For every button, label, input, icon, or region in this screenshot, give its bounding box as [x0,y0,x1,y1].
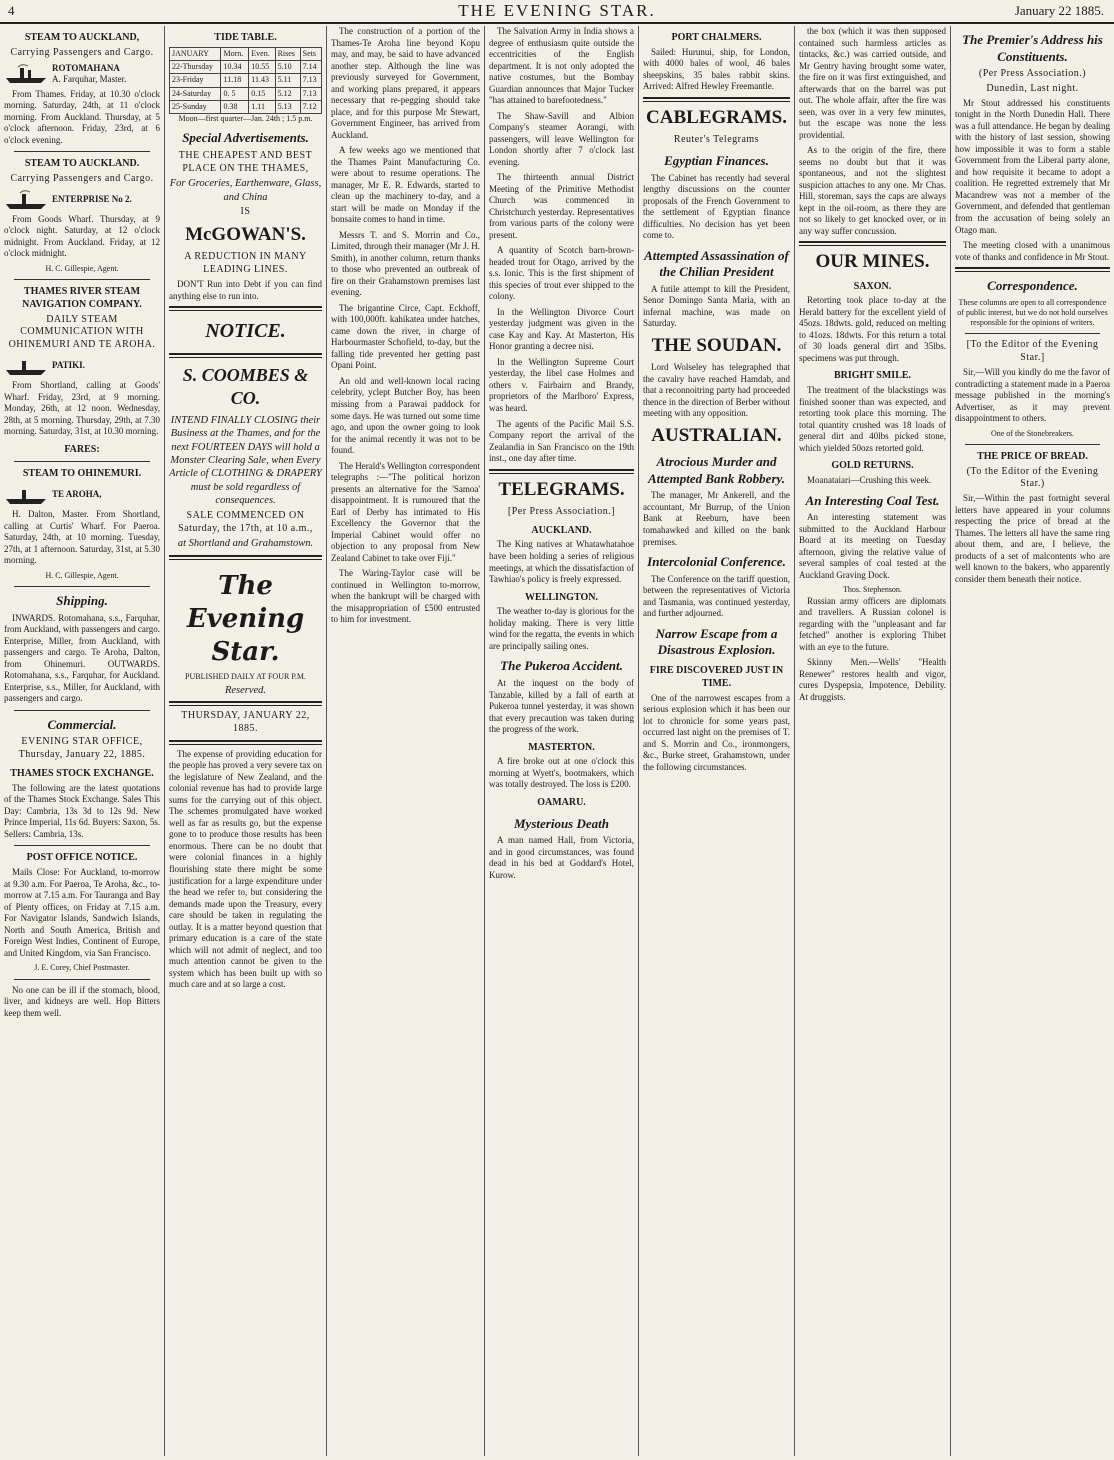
tide-col-header: JANUARY [170,47,221,60]
news-paragraph: The agents of the Pacific Mail S.S. Company report the arrival of the Zealandia in San Francisco on the 19th inst., one day after time. [489,418,634,464]
news-paragraph: The manager, Mr Ankerell, and the accountant, Mr Burrup, of the Union Bank at Reeburn, have been tomahawked and killed on the bank premises. [643,490,790,547]
table-row [170,61,322,74]
pukeroa-heading: The Pukeroa Accident. [500,658,623,674]
closing-sale-text: INTEND FINALLY CLOSING their Business at the Thames, and for the next FOURTEEN DAYS will hold a Monster Clearing Sale, when Every Article of CLOTHING & DRAPERY must be sold regardless of consequences. [169,414,322,507]
divider [169,306,322,311]
news-paragraph: In the Wellington Divorce Court yesterday judgment was given in the case Kay and Kay. At Masterton, His Honor granting a decree nisi. [489,306,634,352]
tide-cell: 7.13 [300,74,321,87]
tide-cell: 10.34 [221,61,249,74]
mysterious-death-heading: Mysterious Death [514,815,609,831]
news-paragraph: Moanataiari—Crushing this week. [807,475,932,486]
gold-returns-heading: GOLD RETURNS. [831,460,914,472]
cheapest-place: THE CHEAPEST AND BEST PLACE ON THE THAMES, [178,149,313,174]
post-office-heading: POST OFFICE NOTICE. [26,852,138,864]
mcgowans-name: McGOWAN'S. [185,224,306,246]
tide-table [169,47,322,114]
steamship-icon [4,484,48,506]
auckland-heading: AUCKLAND. [531,524,592,536]
ad-steam-auckland-2-heading: STEAM TO AUCKLAND. [24,158,140,170]
dunedin-dateline: Dunedin, Last night. [986,83,1079,95]
correspondence-heading: Correspondence. [987,278,1078,294]
news-paragraph: At the inquest on the body of Tanzable, killed by a fall of earth at Pukeroa tunnel yesterday, it was shown that every precaution was taken during the progress of the work. [489,678,634,735]
column-7 [950,26,1114,1456]
news-paragraph: As to the origin of the fire, there seems no doubt but that it was spontaneous, and not the slightest suspicion attaches to any one. Mr Chas. Hill, storeman, says the caps are always kept in the oil-room, as there they are not so likely to get knocked over, or in any way suffer concussion. [799,145,946,236]
news-paragraph: Russian army officers are diplomats and travellers. A Russian colonel is regarding with the "unpleasant and far fetched" another is exploring Thibet with an eye to the future. [799,595,946,652]
masterton-heading: MASTERTON. [528,741,595,753]
news-paragraph: Lord Wolseley has telegraphed that the cavalry have reached Hamdab, and that a reconnoitring party had proceeded thence in the direction of Berber without meeting with any opposition. [643,362,790,419]
news-paragraph: The Shaw-Savill and Albion Company's steamer Aorangi, with passengers, will leave Wellington for London shortly after 7 o'clock last evening. [489,110,634,167]
letter-signature: One of the Stonebreakers. [990,428,1075,438]
letter-address: [To the Editor of the Evening Star.] [966,339,1099,364]
ad-schedule: From Thames. Friday, at 10.30 o'clock morning. Saturday, 24th, at 11 o'clock morning. From Auckland. Thursday, at 5 o'clock afternoon. Friday, 23rd, at 6 o'clock evening. [4,88,160,145]
divider [489,469,634,474]
premier-address-heading: The Premier's Address his Constituents. [962,32,1103,64]
tide-cell: 0.15 [249,87,275,100]
tide-col-header: Even. [249,47,275,60]
news-paragraph: The treatment of the blackstings was finished sooner than was expected, and retorting took place this morning. The total quantity crushed was 18 loads of general dirt and 40lbs picked stone, which yielded 50ozs retorted gold. [799,385,946,453]
news-paragraph: Mr Stout addressed his constituents tonight in the North Dunedin Hall. There was a full attendance. He began by dealing with the history of last session, showing how impossible it was to form a stable Government from the Liberal party alone, and how requisite it became to adopt a coalition. He regretted extremely that Mr Macandrew was not a member of the Government, and defended that gentleman from the accusation of being solely an Otago man. [955,97,1110,235]
steamer-ad [4,189,160,211]
tide-cell: 25-Sunday [170,100,221,113]
divider [169,353,322,358]
tide-cell: 0. 5 [221,87,249,100]
tide-cell: 11.18 [221,74,249,87]
divider [14,710,150,711]
stock-exchange-heading: THAMES STOCK EXCHANGE. [10,768,154,780]
hop-bitters-ad: No one can be ill if the stomach, blood, liver, and kidneys are well. Hop Bitters keep them well. [4,984,160,1018]
tide-cell: 11.43 [249,74,275,87]
news-paragraph: A fire broke out at one o'clock this morning at Wyett's, bootmakers, which was totally destroyed. The loss is £200. [489,756,634,790]
issue-date: January 22 1885. [1014,3,1104,18]
bank-heading: Atrocious Murder and Attempted Bank Robbery. [647,454,786,486]
commercial-sub: EVENING STAR OFFICE, Thursday, January 22, 1885. [18,736,146,761]
divider [169,701,322,706]
news-paragraph: A quantity of Scotch barn-brown-headed trout for Otago, arrived by the s.s. Ionic. This is the first shipment of this species of trout ever shipped to the colony. [489,245,634,302]
debt-line: DON'T Run into Debt if you can find anything else to run into. [169,279,322,301]
tide-cell: 7.14 [300,61,321,74]
news-paragraph: The King natives at Whatawhatahoe have been holding a series of religious meetings, at which the dissatisfaction of Tawhiao's policy is freely expressed. [489,539,634,585]
soudan-heading: THE SOUDAN. [651,335,782,356]
divider [14,979,150,980]
australian-heading: AUSTRALIAN. [651,424,782,446]
divider [169,740,322,745]
paper-title: The Evening Star. [186,570,305,668]
divider [14,151,150,152]
postmaster-signature: J. E. Corey, Chief Postmaster. [34,963,130,973]
news-paragraph: Sailed: Hurunui, ship, for London, with 4000 bales of wool, 46 bales sheepskins, 35 bales rabbit skins. Arrived: Alfred Hewley Freemantle. [643,46,790,92]
stock-exchange-body: The following are the latest quotations of the Thames Stock Exchange. Sales This Day: Cambria, 13s 3d to 12s 9d. New Prince Imperial, 11s 6d. Buyers: Saxon, 5s. Sellers: Cambria, 13s. [4,782,160,839]
ship-name: TE AROHA, [52,489,102,500]
page-number: 4 [8,3,15,18]
commercial-heading: Commercial. [47,716,117,732]
ad-steam-auckland-2-sub: Carrying Passengers and Cargo. [10,173,154,184]
table-row [170,74,322,87]
ship-master: A. Farquhar, Master. [52,74,127,85]
press-association: [Per Press Association.] [507,505,616,517]
port-chalmers-heading: PORT CHALMERS. [671,32,762,43]
steamer-ad [4,484,160,506]
oamaru-heading: OAMARU. [537,796,586,808]
ad-schedule: From Shortland, calling at Goods' Wharf. Friday, 23rd, at 9 morning. Monday, 26th, at 12 noon. Wednesday, 28th, at 5 morning. Thursday, 29th, at 7.30 morning. Saturday, 31st, at 10.30 morning. [4,380,160,437]
notice-heading: NOTICE. [205,320,286,343]
steamship-icon [4,63,48,85]
our-mines-heading: OUR MINES. [815,251,930,273]
moon-phase: Moon—first quarter—Jan. 24th ; 1.5 p.m. [178,113,313,123]
bread-heading: THE PRICE OF BREAD. [977,450,1088,462]
tide-cell: 23-Friday [170,74,221,87]
ad-thames-river-sub: DAILY STEAM COMMUNICATION WITH OHINEMURI AND TE AROHA. [8,313,156,351]
special-ads-heading: Special Advertisements. [182,130,309,146]
news-paragraph: Retorting took place to-day at the Herald battery for the excellent yield of 45ozs. 18dwts. gold, reduced on melting to 41ozs. 18dwts. For this return a total of 30 loads general dirt and 35lbs. specimens was put through. [799,295,946,363]
egypt-heading: Egyptian Finances. [664,152,769,168]
column-3 [326,26,484,1456]
tide-cell: 24-Saturday [170,87,221,100]
tide-cell: 5.13 [275,100,300,113]
shipping-heading: Shipping. [56,593,108,609]
divider [14,845,150,846]
divider [955,267,1110,272]
news-paragraph: In the Wellington Supreme Court yesterday, the libel case Holmes and others v. Fairbairn and Brandy, proprietors of the Marlboro' Express, was heard. [489,356,634,413]
news-paragraph: The Salvation Army in India shows a degree of enthusiasm quite outside the eccentricities of the English department. It is not only adopted the native costumes, but the Bombay Guardian announces that Major Tucker "has attained to barefootedness." [489,26,634,106]
tide-cell: 1.11 [249,100,275,113]
column-4 [484,26,638,1456]
news-paragraph: A futile attempt to kill the President, Senor Domingo Santa Maria, with an infernal machine, was made on Saturday. [643,283,790,329]
sale-commenced: SALE COMMENCED ON Saturday, the 17th, at 10 a.m., [178,509,313,534]
intercolonial-heading: Intercolonial Conference. [647,554,786,570]
ad-thames-river-heading: THAMES RIVER STEAM NAVIGATION COMPANY. [22,286,142,310]
tide-cell: 5.10 [275,61,300,74]
narrow-escape-heading: Narrow Escape from a Disastrous Explosion. [655,625,778,658]
tide-cell: 7.12 [300,100,321,113]
steamer-ad [4,63,160,86]
tide-table-heading: TIDE TABLE. [214,32,277,43]
news-paragraph: The construction of a portion of the Thames-Te Aroha line beyond Kopu may, and may, be said to have advanced another step. Although the line was previously surveyed for Government, and working plans prepared, it appears necessary that re-pegging should take place, and for this purpose Mr Stewart, Government Engineer, has arrived from Auckland. [331,26,480,140]
letter-address: (To the Editor of the Evening Star.) [966,465,1099,490]
editorial-dateline: THURSDAY, JANUARY 22, 1885. [181,710,310,735]
column-1 [0,26,164,1456]
ad-steam-auckland-heading: STEAM TO AUCKLAND, [24,32,140,43]
news-paragraph: The Conference on the tariff question, between the representatives of Victoria and Tasmania, was continued yesterday, and further adjourned. [643,573,790,619]
tide-cell: 22-Thursday [170,61,221,74]
editorial-body: The expense of providing education for the people has proved a very severe tax on the legislature of New Zealand, and the colonial revenue has had to provide large sums for the carrying out of this object. The schemes promulgated have worked well as far as results go, but the expense gone to to produce those results has been enormous. There can be no doubt that were colonial finances in a highly flourishing state there might be some justification for a large expenditure under the head we refer to, but considering the demands made upon the Treasury, every care should be taken in regulating the outlay. It is a matter beyond question that primary education is a care of the state which will not admit of neglect, and too much attention cannot be given to the system which has been built up with so much care and at so large a cost. [169,748,322,990]
news-paragraph: the box (which it was then supposed contained such harmless articles as tintacks, &c.) was carried outside, and Mr Gentry having brought some water, the fire on it was first extinguished, and afterwards that on the barrel was put out. The whole affair, after the fire was seen, was over in a very few minutes, but the escape was none the less providential. [799,26,946,140]
reduction-line: A REDUCTION IN MANY LEADING LINES. [184,251,307,276]
divider [14,461,150,462]
steamer-ad [4,355,160,377]
newspaper-title: THE EVENING STAR. [458,1,656,20]
wellington-heading: WELLINGTON. [525,591,598,603]
tide-col-header: Morn. [221,47,249,60]
reuters-line: Reuter's Telegrams [673,134,760,146]
news-paragraph: One of the narrowest escapes from a serious explosion which it has been our lot to chronicle for some years past, occurred last night on the premises of T. and S. Morrin and Co., ironmongers, &c., Burke street, Grahamstown, under the following circumstances. [643,692,790,772]
saxon-heading: SAXON. [853,280,892,292]
coal-signature: Thos. Stephenson. [843,585,902,595]
published-line: PUBLISHED DAILY AT FOUR P.M. [185,671,306,681]
divider [14,279,150,280]
steamship-icon [4,355,48,377]
divider [799,241,946,246]
news-paragraph: The Herald's Wellington correspondent telegraphs :—"The political horizon presents an alternative for the 'Samoa' disappointment. It is rumoured that the Earl of Derby has intimated to His Excellency the Governor that the Imperial Cabinet would offer no objection to any proposal from New Zealand Cabinet to take over Fiji." [331,460,480,563]
news-paragraph: Sir,—Will you kindly do me the favor of contradicting a statement made in a Paeroa message published in the morning's Advertiser, as it may prevent disappointment to others. [955,366,1110,424]
is-line: IS [240,206,251,218]
news-paragraph: The thirteenth annual District Meeting of the Primitive Methodist Church was commenced in Christchurch yesterday. Representatives from various parts of the colony were present. [489,172,634,240]
divider [965,333,1100,334]
table-row [170,100,322,113]
column-6 [794,26,950,1456]
divider [169,555,322,560]
ad-ohinemuri-heading: STEAM TO OHINEMURI. [22,468,142,480]
press-association: (Per Press Association.) [978,68,1087,80]
news-paragraph: The Cabinet has recently had several lengthy discussions on the counter proposals of the French Government to the settlement of Egyptian finance difficulties. No decision has yet been come to. [643,172,790,241]
news-paragraph: A man named Hall, from Victoria, and in good circumstances, was found dead in his bed at Goddard's Hotel, Kurow. [489,835,634,880]
news-paragraph: Sir,—Within the past fortnight several letters have appeared in your columns respecting the price of bread at the Thames. The letters all have the same ring about them, and are, I believe, the products of a set of malcontents who are well known to the bakers, who apparently consider them beneath their notice. [955,493,1110,584]
ad-steam-auckland-sub: Carrying Passengers and Cargo. [10,46,154,58]
divider [643,97,790,102]
tide-col-header: Rises [275,47,300,60]
tide-cell: 0.38 [221,100,249,113]
agent-signature: H. C. Gillespie, Agent. [45,570,119,580]
correspondence-disclaimer: These columns are open to all correspondence of public interest, but we do not hold ourselves responsible for the opinions of writers. [957,297,1108,328]
tide-col-header: Sets [300,47,321,60]
divider [965,444,1100,445]
chilian-heading: Attempted Assassination of the Chilian President [644,247,789,280]
news-paragraph: An old and well-known local racing celebrity, yclept Butcher Boy, has been missing from a Parawai paddock for some days. He was turned out some time ago, and upon the owner going to look for the animal recently it was not to be found. [331,375,480,456]
cablegrams-heading: CABLEGRAMS. [646,106,787,128]
fire-discovered-heading: FIRE DISCOVERED JUST IN TIME. [649,664,784,689]
ship-name: ENTERPRISE No 2. [52,194,132,205]
news-paragraph: Messrs T. and S. Morrin and Co., Limited, through their manager (Mr J. H. Smith), in another column, return thanks to those who prevented an outbreak of fire on their Grahamstown premises last evening. [331,229,480,298]
tide-cell: 5.12 [275,87,300,100]
post-office-body: Mails Close: For Auckland, to-morrow at 9.30 a.m. For Paeroa, Te Aroha, &c., to-morrow at 7.15 a.m. For Tauranga and Bay of Plenty offices, on Friday at 7.15 a.m. For Navigator Islands, Sandwich Islands, North and South America, British and Foreign West Indies, Continent of Europe, and United Kingdom, via San Francisco. [4,867,160,958]
column-5 [638,26,794,1456]
news-paragraph: The brigantine Circe, Capt. Eckhoff, with 100,000ft. kahikatea under hatches, came down the river, in charge of Harbourmaster Schofield, to-day, but the falling tide prevented her getting past Opani Point. [331,302,480,371]
telegrams-heading: TELEGRAMS. [498,478,625,500]
news-paragraph: The meeting closed with a unanimous vote of thanks and confidence in Mr Stout. [955,240,1110,262]
coombes-name: S. COOMBES & CO. [182,364,309,408]
tide-header-row [170,47,322,60]
reserved-line: Reserved. [224,684,267,696]
tide-cell: 10.55 [249,61,275,74]
table-row [170,87,322,100]
ship-name: PATIKI. [52,360,85,371]
ad-schedule: H. Dalton, Master. From Shortland, calling at Curtis' Wharf. For Paeroa. Saturday, 24th, at 10 morning. Tuesday, 27th, at 1 afternoon. Saturday, 31st, at 5.30 morning. [4,509,160,566]
news-paragraph: The Waring-Taylor case will be continued in Wellington to-morrow, when the bankrupt will be charged with the misappropriation of £500 entrusted to him for investment. [331,568,480,625]
news-paragraph: A few weeks ago we mentioned that the Thames Paint Manufacturing Co. were about to resume operations. The manager, Mr E. R. Edwards, started to clean up the machinery to-day, and a start will be made on Monday if the bonsaite comes to hand in time. [331,145,480,225]
news-paragraph: An interesting statement was submitted to the Auckland Harbour Board at its meeting on Tuesday afternoon, giving the relative value of several samples of coal tested at the Auckland Graving Dock. [799,512,946,580]
sale-place: at Shortland and Grahamstown. [177,538,314,550]
fares-heading: FARES: [64,443,100,455]
agent-signature: H. C. Gillespie, Agent. [45,263,119,273]
tide-cell: 5.11 [275,74,300,87]
health-renewer-ad: Skinny Men.—Wells' "Health Renewer" restores health and vigor, cures Dyspepsia, Impotence, Debility. At druggists. [799,657,946,702]
steamship-icon [4,189,48,211]
shipping-body: INWARDS. Rotomahana, s.s., Farquhar, from Auckland, with passengers and cargo. Enterprise, Miller, from Auckland, with passengers and cargo. Te Aroha, Dalton, from Ohinemuri. OUTWARDS. Rotomahana, s.s., Farquhar, for Auckland. Enterprise, s.s., Miller, for Auckland, with passengers and cargo. [4,612,160,704]
news-paragraph: The weather to-day is glorious for the holiday making. There is very little wind for the regatta, the events in which are principally sailing ones. [489,606,634,651]
ship-name: ROTOMAHANA [52,62,120,73]
column-2 [164,26,326,1456]
coal-test-heading: An Interesting Coal Test. [805,492,940,508]
tide-cell: 7.13 [300,87,321,100]
divider [14,586,150,587]
bright-smile-heading: BRIGHT SMILE. [833,370,912,382]
masthead [0,0,1114,24]
ad-schedule: From Goods Wharf. Thursday, at 9 o'clock night. Saturday, at 12 o'clock midnight. From Auckland. Friday, at 12 o'clock midnight. [4,213,160,259]
groceries-line: For Groceries, Earthenware, Glass, and China [169,178,322,203]
